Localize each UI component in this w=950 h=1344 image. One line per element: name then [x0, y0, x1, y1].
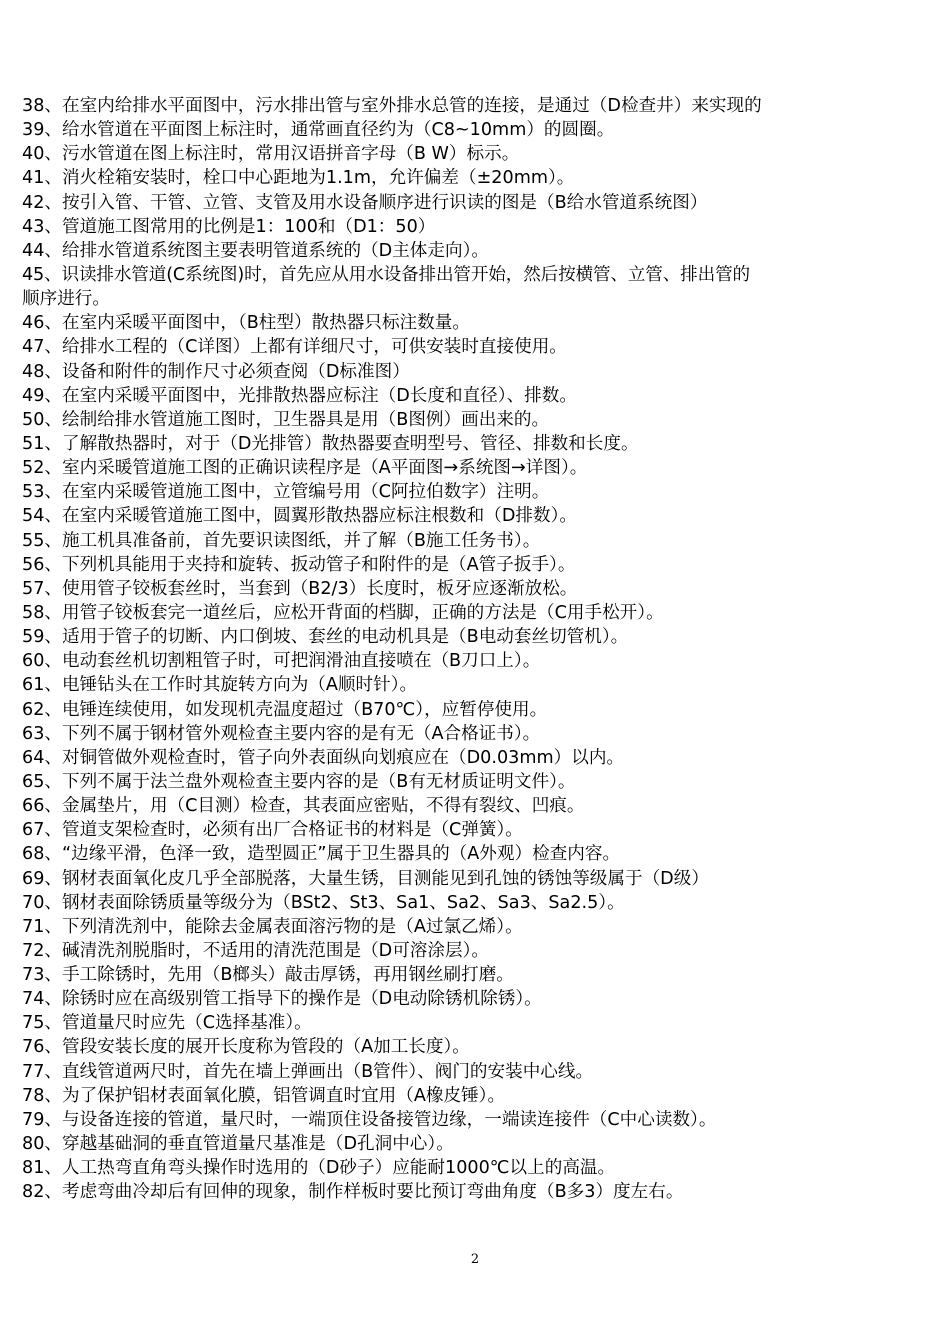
- question-67: 67、管道支架检查时，必须有出厂合格证书的材料是（C弹簧）。: [22, 820, 523, 841]
- question-56: 56、下列机具能用于夹持和旋转、扳动管子和附件的是（A管子扳手）。: [22, 554, 576, 575]
- question-58: 58、用管子铰板套完一道丝后，应松开背面的档脚，正确的方法是（C用手松开）。: [22, 602, 664, 623]
- question-41: 41、消火栓箱安装时，栓口中心距地为1.1m，允许偏差（±20mm）。: [22, 168, 575, 189]
- question-53: 53、在室内采暖管道施工图中，立管编号用（C阿拉伯数字）注明。: [22, 482, 550, 503]
- question-70: 70、钢材表面除锈质量等级分为（BSt2、St3、Sa1、Sa2、Sa3、Sa2.5）。: [22, 892, 625, 913]
- question-46: 46、在室内采暖平面图中，（B柱型）散热器只标注数量。: [22, 313, 470, 334]
- question-47: 47、给排水工程的（C详图）上都有详细尺寸，可供安装时直接使用。: [22, 337, 567, 358]
- question-48: 48、设备和附件的制作尺寸必须查阅（D标准图）: [22, 361, 410, 382]
- question-78: 78、为了保护铝材表面氧化膜，铝管调直时宜用（A橡皮锤）。: [22, 1085, 506, 1106]
- question-40: 40、污水管道在图上标注时，常用汉语拼音字母（B W）标示。: [22, 144, 520, 165]
- question-81: 81、人工热弯直角弯头操作时选用的（D砂子）应能耐1000℃以上的高温。: [22, 1158, 616, 1179]
- question-79: 79、与设备连接的管道，量尺时，一端顶住设备接管边缘，一端读连接件（C中心读数）。: [22, 1109, 717, 1130]
- question-76: 76、管段安装长度的展开长度称为管段的（A加工长度）。: [22, 1037, 470, 1058]
- question-52: 52、室内采暖管道施工图的正确识读程序是（A平面图→系统图→详图）。: [22, 458, 588, 479]
- question-66: 66、金属垫片，用（C目测）检查，其表面应密贴，不得有裂纹、凹痕。: [22, 796, 585, 817]
- question-54: 54、在室内采暖管道施工图中，圆翼形散热器应标注根数和（D排数）。: [22, 506, 577, 527]
- question-69: 69、钢材表面氧化皮几乎全部脱落，大量生锈，目测能见到孔蚀的锈蚀等级属于（D级）: [22, 868, 709, 889]
- question-71: 71、下列清洗剂中，能除去金属表面溶污物的是（A过氯乙烯）。: [22, 916, 523, 937]
- question-80: 80、穿越基础洞的垂直管道量尺基准是（D孔洞中心）。: [22, 1134, 454, 1155]
- question-75: 75、管道量尺时应先（C选择基准）。: [22, 1013, 312, 1034]
- question-39: 39、给水管道在平面图上标注时，通常画直径约为（C8~10mm）的圆圈。: [22, 120, 615, 141]
- question-45: 45、识读排水管道(C系统图)时，首先应从用水设备排出管开始，然后按横管、立管、排出管的: [22, 264, 750, 285]
- question-64: 64、对铜管做外观检查时，管子向外表面纵向划痕应在（D0.03mm）以内。: [22, 747, 625, 768]
- question-55: 55、施工机具准备前，首先要识读图纸，并了解（B施工任务书）。: [22, 530, 541, 551]
- question-43: 43、管道施工图常用的比例是1：100和（D1：50）: [22, 216, 436, 237]
- question-49: 49、在室内采暖平面图中，光排散热器应标注（D长度和直径）、排数。: [22, 385, 577, 406]
- question-50: 50、绘制给排水管道施工图时，卫生器具是用（B图例）画出来的。: [22, 409, 550, 430]
- question-65: 65、下列不属于法兰盘外观检查主要内容的是（B有无材质证明文件）。: [22, 771, 576, 792]
- question-38: 38、在室内给排水平面图中，污水排出管与室外排水总管的连接，是通过（D检查井）来实现的: [22, 96, 762, 116]
- document-body: [22, 94, 932, 1204]
- question-68: 68、“边缘平滑，色泽一致，造型圆正”属于卫生器具的（A外观）检查内容。: [22, 844, 621, 865]
- question-57: 57、使用管子铰板套丝时，当套到（B2/3）长度时，板牙应逐渐放松。: [22, 578, 578, 599]
- question-73: 73、手工除锈时，先用（B榔头）敲击厚锈，再用钢丝刷打磨。: [22, 965, 514, 986]
- question-42: 42、按引入管、干管、立管、支管及用水设备顺序进行识读的图是（B给水管道系统图）: [22, 192, 708, 213]
- question-62: 62、电锤连续使用，如发现机壳温度超过（B70℃），应暂停使用。: [22, 699, 548, 720]
- question-51: 51、了解散热器时，对于（D光排管）散热器要查明型号、管径、排数和长度。: [22, 433, 639, 454]
- question-45-continuation: 顺序进行。: [22, 289, 110, 310]
- question-60: 60、电动套丝机切割粗管子时，可把润滑油直接喷在（B刀口上）。: [22, 651, 541, 672]
- question-77: 77、直线管道两尺时，首先在墙上弹画出（B管件）、阀门的安装中心线。: [22, 1061, 594, 1082]
- question-44: 44、给排水管道系统图主要表明管道系统的（D主体走向）。: [22, 240, 489, 261]
- question-74: 74、除锈时应在高级别管工指导下的操作是（D电动除锈机除锈）。: [22, 989, 542, 1010]
- page-number: 2: [470, 1252, 480, 1267]
- question-63: 63、下列不属于钢材管外观检查主要内容的是有无（A合格证书）。: [22, 723, 541, 744]
- question-82: 82、考虑弯曲冷却后有回伸的现象，制作样板时要比预订弯曲角度（B多3）度左右。: [22, 1182, 684, 1203]
- question-61: 61、电锤钻头在工作时其旋转方向为（A顺时针）。: [22, 675, 418, 696]
- question-72: 72、碱清洗剂脱脂时，不适用的清洗范围是（D可溶涂层）。: [22, 940, 489, 961]
- question-59: 59、适用于管子的切断、内口倒坡、套丝的电动机具是（B电动套丝切管机）。: [22, 627, 629, 648]
